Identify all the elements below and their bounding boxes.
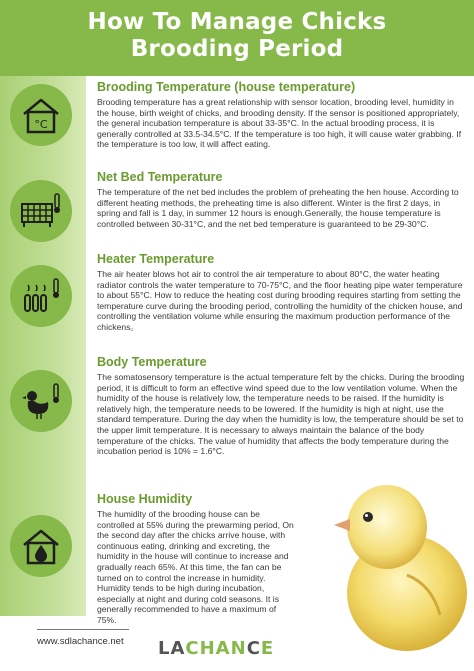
house-humidity-icon	[10, 515, 72, 577]
section-body: Brooding temperature has a great relationship with sensor location, brooding level, humidity in the house, birth weight of chicks, and brooding density. If the sensor is positioned appropriately, the general incubation temperature is about 33-35°C. In the actual brooding process, it is generally controlled at 33.5-34.5°C. If the temperature is too high, it will cause water grabbing. If the temperature is too low, it will affect eating.	[97, 97, 462, 150]
website-link[interactable]: www.sdlachance.net	[37, 636, 124, 647]
page-title-line2: Brooding Period	[130, 36, 344, 62]
section-body-temperature	[97, 355, 465, 457]
lachance-logo: LACHANCE	[158, 638, 275, 659]
section-net-bed-temperature	[97, 170, 465, 229]
house-thermometer-icon	[10, 84, 72, 146]
section-title: Body Temperature	[97, 355, 207, 369]
section-body: The humidity of the brooding house can be controlled at 55% during the prewarming period, On the second day after the chicks arrive house, with continuous eating, drinking and excreting, the humidity in the house will continue to increase and gradually reach 65%. At this time, the fan can be turned on to control the increase in humidity. Humidity tends to be high during incubation, especially at night and during cold seasons. It is generally recommended to have a maximum of 75%.	[97, 509, 294, 625]
section-title: Net Bed Temperature	[97, 170, 223, 184]
header-banner	[0, 0, 474, 76]
chick-thermometer-icon	[10, 370, 72, 432]
section-heater-temperature	[97, 252, 465, 333]
section-body: The temperature of the net bed includes the problem of preheating the hen house. According to different heating methods, the preheating time is also different. Winter is the first 2 days, in spring and fall is 1 day, in summer 12 hours is enough.Generally, the house temperature is controlled between 30-31°C, and the net bed temperature is guaranteed to be 29-30°C.	[97, 187, 459, 229]
heater-thermometer-icon	[10, 265, 72, 327]
chick-image	[312, 465, 472, 655]
page-title-line1: How To Manage Chicks	[87, 9, 387, 35]
section-body: The air heater blows hot air to control the air temperature to about 80°C, the water heating radiator controls the water temperature to 70-75°C, and the floor heating pipe water temperature to about 55°C. How to reduce the heating cost during brooding requires starting from setting the temperature curve during the brooding period, controlling the humidity of the chicken house, and controlling the ventilation volume while ensuring the maximum production performance of the chickens。	[97, 269, 463, 332]
svg-text:°C: °C	[34, 118, 48, 131]
section-title: House Humidity	[97, 492, 193, 506]
section-title: Brooding Temperature (house temperature)	[97, 80, 356, 94]
net-bed-thermometer-icon	[10, 180, 72, 242]
section-title: Heater Temperature	[97, 252, 215, 266]
section-brooding-temperature	[97, 80, 465, 150]
section-body: The somatosensory temperature is the actual temperature felt by the chicks. During the brooding period, it is difficult to form an effective wind speed due to the low ventilation volume. When the humidity of the house is relatively low, the temperature needs to be raised. If the humidity is relatively high, the temperature needs to be lowered. If the humidity is high at night, use the standard temperature. During the day when the humidity is low, the temperature should be set to the upper limit temperature. It is necessary to always maintain the balance of the body temperature of the chicks. The value of humidity that affects the body temperature during the incubation period is 10% = 1.6°C.	[97, 372, 465, 457]
footer-divider	[37, 629, 129, 630]
